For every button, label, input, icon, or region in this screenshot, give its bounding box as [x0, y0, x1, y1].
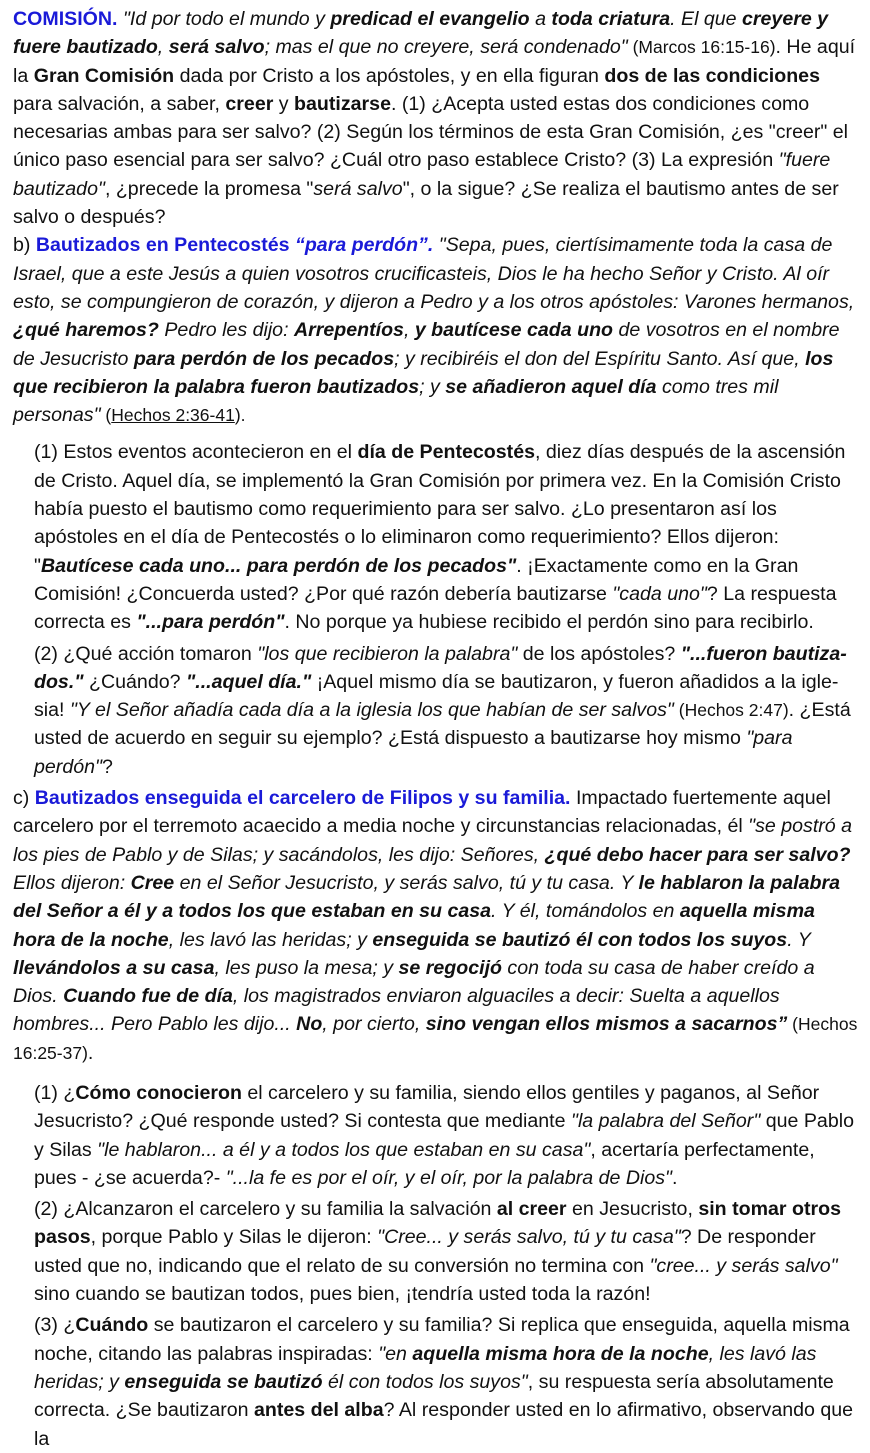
text-run: "para perdón"	[34, 727, 793, 778]
text-run: Bautícese cada uno... para perdón de los pecados"	[40, 554, 517, 577]
text-run[interactable]: Hechos 2:36-41	[111, 405, 235, 426]
text-run: el carcelero y su familia, siendo ellos gentiles y paganos, al Señor Jesucristo? ¿Qué responde usted? Si contesta que mediante	[34, 1081, 820, 1133]
text-run: "Y el Señor añadía cada día a la iglesia los que habían de ser salvos"	[69, 699, 674, 722]
text-run: ,	[157, 36, 169, 59]
section-b-letter: b)	[13, 234, 36, 257]
text-run: dos de las condiciones	[604, 64, 820, 87]
text-run: . He aquí la	[13, 36, 856, 87]
text-run: "Cree... y serás salvo, tú y tu casa"	[377, 1226, 681, 1249]
text-run: toda criatura	[551, 8, 671, 30]
section-c-item-2	[13, 1195, 858, 1308]
text-run: "...fueron bautiza-dos."	[34, 642, 847, 693]
text-run: para perdón de los pecados	[133, 347, 395, 370]
text-run: (1) ¿	[34, 1081, 76, 1104]
text-run: Ellos dijeron:	[13, 871, 131, 894]
text-run: "...para perdón"	[136, 611, 285, 634]
text-run: . El que	[670, 8, 742, 30]
text-run: bautizarse	[294, 92, 391, 115]
text-run: ?	[101, 755, 113, 778]
text-run: (Hechos 16:25-37)	[13, 1014, 858, 1063]
text-run: día de Pentecostés	[357, 441, 535, 464]
text-run: será salvo	[168, 36, 265, 59]
text-run: Pedro les dijo:	[158, 319, 294, 342]
text-run: (Hechos 2:47)	[673, 700, 789, 721]
text-run: No	[296, 1013, 323, 1036]
text-run: en Jesucristo,	[566, 1198, 699, 1221]
text-run: . Y él, tomándolos en	[491, 900, 680, 923]
text-run: Arrepentíos	[293, 319, 404, 342]
text-run: "cada uno"	[612, 582, 707, 605]
section-b-item-1	[13, 438, 858, 636]
text-run: "los que recibieron la palabra"	[257, 642, 518, 665]
text-run: de vosotros en el nombre de Jesucristo	[13, 319, 840, 370]
text-run: ,	[403, 319, 415, 342]
text-run: Cómo conocieron	[75, 1081, 242, 1104]
text-run: ", o la sigue? ¿Se realiza el bautismo antes de ser salvo o después?	[13, 177, 839, 229]
text-run: enseguida se bautizó	[124, 1370, 323, 1393]
text-run: "se postró a los pies de Pablo y de Silas; y sacándolos, les dijo: Señores,	[13, 815, 853, 866]
text-run: con toda su casa de haber creído a Dios.	[13, 956, 815, 1008]
text-run: . (1) ¿Acepta usted estas dos condiciones como necesarias ambas para ser salvo? (2) Según los términos de esta Gran Comisión, ¿es "creer" el único paso esencial para ser salvo? ¿Cuál otro paso establece Cristo? (3) La expresión	[13, 92, 849, 172]
text-run: ? La respuesta correcta es	[34, 582, 837, 634]
text-run: "...la fe es por el oír, y el oír, por la palabra de Dios"	[225, 1166, 672, 1189]
text-run: y bautícese cada uno	[414, 319, 614, 342]
text-run: ; y recibiréis el don del Espíritu Santo. Así que,	[394, 347, 806, 370]
text-run: le hablaron la palabra del Señor a él y a todos los que estaban en su casa	[13, 871, 840, 923]
text-run: aquella misma hora de la noche	[412, 1342, 709, 1365]
section-c-item-3	[13, 1311, 858, 1452]
text-run: . ¿Está usted de acuerdo en seguir su ejemplo? ¿Está dispuesto a bautizarse hoy mismo	[34, 699, 851, 750]
text-run: para salvación, a saber,	[13, 92, 226, 115]
text-run: dada por Cristo a los apóstoles, y en ella figuran	[174, 64, 605, 87]
text-run: (2) ¿Alcanzaron el carcelero y su familia la salvación	[34, 1198, 497, 1221]
section-b-heading-quote: “para perdón”.	[295, 234, 434, 257]
text-run: y	[273, 92, 295, 115]
text-run: Gran Comisión	[33, 64, 175, 87]
text-run: ; y	[419, 375, 446, 398]
text-run: creer	[225, 92, 274, 115]
text-run: será salvo	[313, 177, 403, 200]
section-a-paragraph	[13, 5, 858, 231]
text-run: ).	[234, 405, 246, 426]
text-run: en el Señor Jesucristo, y serás salvo, tú y tu casa. Y	[174, 871, 639, 894]
text-run: .	[671, 1166, 678, 1189]
section-c-paragraph	[13, 784, 858, 1067]
text-run: llevándolos a su casa	[13, 956, 215, 979]
section-c-text	[13, 787, 857, 1064]
text-run: se regocijó	[398, 956, 502, 979]
text-run: sin tomar otros pasos	[34, 1198, 841, 1249]
text-run: ¿qué haremos?	[13, 319, 159, 342]
section-c-letter: c)	[13, 787, 35, 810]
text-run: "en	[378, 1342, 413, 1365]
text-run: sino vengan ellos mismos a sacarnos”	[425, 1013, 788, 1036]
text-run: . ¡Exactamente como en la Gran Comisión! ¿Concuerda usted? ¿Por qué razón debería bautizarse	[34, 554, 799, 605]
text-run: (Marcos 16:15-16)	[627, 37, 776, 58]
text-run: ¡Aquel mismo día se bautizaron, y fueron añadidos a la igle-sia!	[34, 670, 839, 722]
text-run: predicad el evangelio	[330, 8, 530, 30]
text-run: "cree... y serás salvo"	[649, 1254, 838, 1277]
text-run: creyere y fuere bautizado	[13, 8, 829, 59]
text-run: ¿Cuándo?	[83, 670, 186, 693]
section-b-item-2	[13, 640, 858, 781]
text-run: sino cuando se bautizan todos, pues bien, ¡tendría usted toda la razón!	[34, 1283, 651, 1306]
text-run: los que recibieron la palabra fueron bautizados	[13, 347, 834, 398]
section-c-item-1	[13, 1079, 858, 1192]
text-run: , les puso la mesa; y	[214, 956, 399, 979]
text-run: como tres mil personas"	[13, 375, 779, 427]
text-run: aquella misma hora de la noche	[13, 900, 815, 951]
text-run: que Pablo y Silas	[34, 1110, 854, 1161]
text-run: "Id por todo el mundo y	[122, 8, 331, 30]
section-b-paragraph	[13, 231, 858, 429]
section-c-heading: Bautizados enseguida el carcelero de Filipos y su familia.	[34, 787, 571, 810]
text-run: Cree	[130, 871, 175, 894]
text-run: ; mas el que no creyere, será condenado"	[264, 36, 628, 59]
text-run: . Y	[787, 928, 811, 951]
text-run: Cuando fue de día	[63, 985, 233, 1008]
text-run: se bautizaron el carcelero y su familia? Si replica que enseguida, aquella misma noche, citando las palabras inspiradas:	[34, 1314, 850, 1365]
text-run: , acertaría perfectamente, pues - ¿se acuerda?-	[34, 1138, 815, 1189]
text-run: "fuere bautizado"	[13, 149, 831, 200]
text-run: Impactado fuertemente aquel carcelero por el terremoto acaecido a media noche y circunstancias relacionadas, él	[13, 787, 831, 838]
text-run: , diez días después de la ascensión de Cristo. Aquel día, se implementó la Gran Comisión por primera vez. En la Comisión Cristo había puesto el bautismo como requerimiento para ser salvo. ¿Lo presentaron así los apóstoles en el día de Pentecostés o lo eliminaron como requerimiento? Ellos dijeron: "	[34, 441, 846, 577]
text-run: , por cierto,	[322, 1013, 426, 1036]
text-run: antes del alba	[254, 1399, 384, 1422]
text-run: ? Al responder usted en lo afirmativo, observando que la	[34, 1399, 854, 1450]
text-run: (	[100, 405, 112, 426]
text-run: a	[529, 8, 552, 30]
section-a-text	[13, 8, 855, 228]
text-run: al creer	[496, 1198, 567, 1221]
section-b-text	[13, 234, 854, 426]
text-run: Cuándo	[75, 1314, 149, 1337]
text-run: , ¿precede la promesa "	[104, 177, 314, 200]
text-run: él con todos los suyos"	[322, 1370, 528, 1393]
text-run: "le hablaron... a él y a todos los que estaban en su casa"	[97, 1138, 591, 1161]
text-run: .	[87, 1041, 94, 1064]
text-run: , les lavó las heridas; y	[168, 928, 373, 951]
text-run: se añadieron aquel día	[445, 375, 657, 398]
text-run: , su respuesta sería absolutamente correcta. ¿Se bautizaron	[34, 1370, 834, 1422]
text-run: enseguida se bautizó él con todos los suyos	[372, 928, 788, 951]
text-run: de los apóstoles?	[517, 642, 681, 665]
text-run: "la palabra del Señor"	[570, 1110, 761, 1133]
text-run: (3) ¿	[34, 1314, 76, 1337]
section-a-heading: COMISIÓN.	[13, 8, 118, 30]
text-run: , los magistrados enviaron alguaciles a decir: Suelta a aquellos hombres... Pero Pablo les dijo...	[13, 985, 780, 1036]
text-run: (2) ¿Qué acción tomaron	[34, 642, 258, 665]
text-run: . No porque ya hubiese recibido el perdón sino para recibirlo.	[284, 611, 814, 634]
text-run: (1) Estos eventos acontecieron en el	[34, 441, 358, 464]
text-run: , porque Pablo y Silas le dijeron:	[90, 1226, 378, 1249]
text-run: "...aquel día."	[185, 670, 312, 693]
text-run: ¿qué debo hacer para ser salvo?	[544, 843, 851, 866]
text-run: ? De responder usted que no, indicando que el relato de su conversión no termina con	[34, 1226, 816, 1277]
text-run: , les lavó las heridas; y	[34, 1342, 817, 1393]
section-b-heading: Bautizados en Pentecostés	[35, 234, 296, 257]
text-run: "Sepa, pues, ciertísimamente toda la casa de Israel, que a este Jesús a quien vosotros crucificasteis, Dios le ha hecho Señor y Cristo. Al oír esto, se compungieron de corazón, y dijeron a Pedro y a los otros apóstoles: Varones hermanos,	[13, 234, 855, 313]
